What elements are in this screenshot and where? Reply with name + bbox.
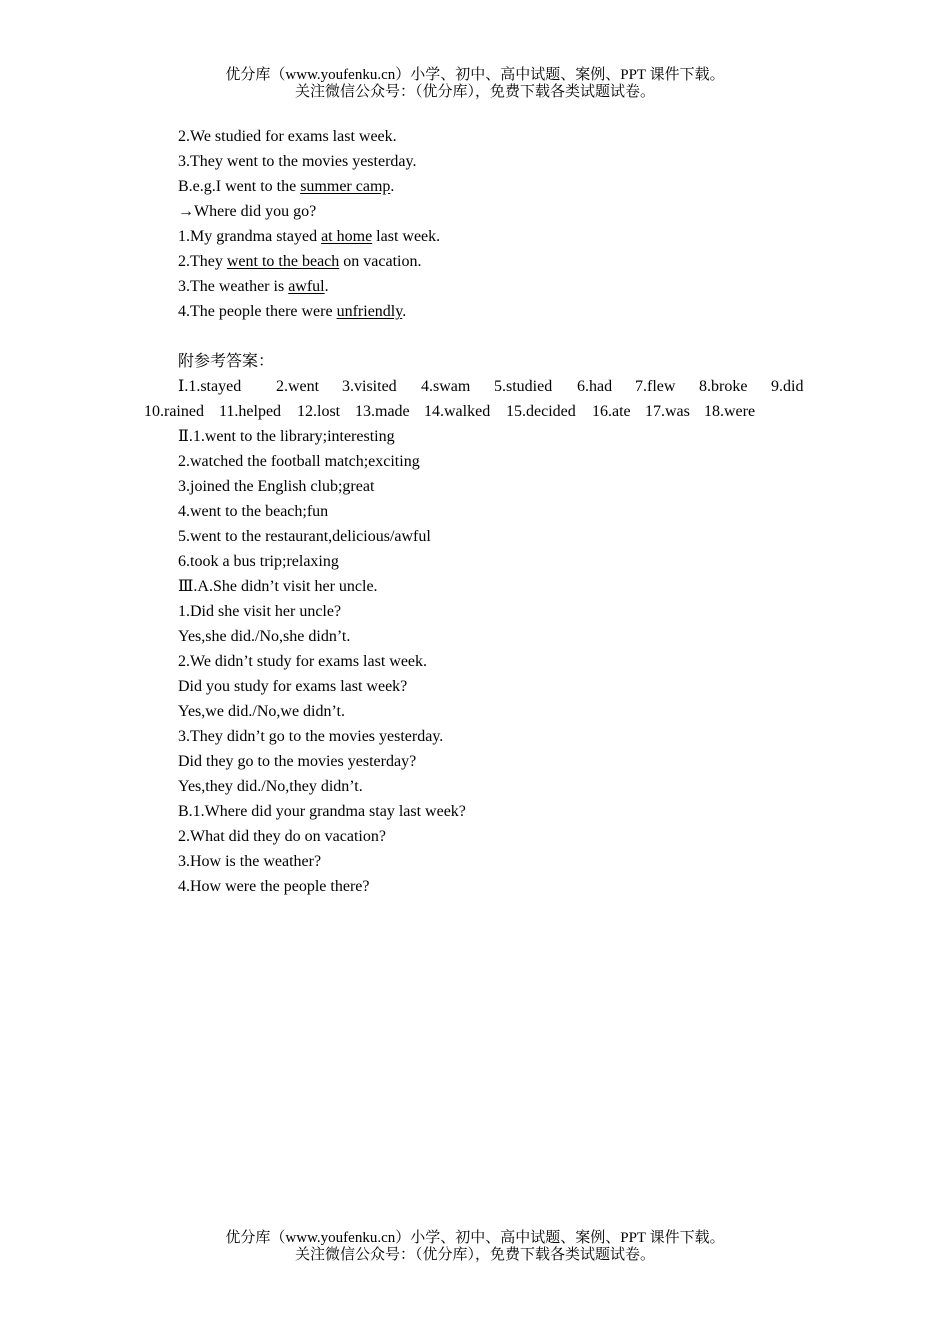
header-line-2: 关注微信公众号：（优分库），免费下载各类试题试卷。 xyxy=(294,84,655,100)
answer-item: 2.went xyxy=(276,378,320,395)
text-segment: last week. xyxy=(372,228,441,245)
answers-part3-line: Yes,we did./No,we didn’t. xyxy=(178,703,345,720)
answer-item: 16.ate xyxy=(592,403,631,420)
answers-part3-line: 1.Did she visit her uncle? xyxy=(178,603,342,620)
answers-part2-line: 2.watched the football match;exciting xyxy=(178,453,420,470)
text-segment: . xyxy=(390,178,395,195)
answer-item: 17.was xyxy=(645,403,690,420)
answer-item: 10.rained xyxy=(144,403,204,420)
answers-part3-line: Yes,they did./No,they didn’t. xyxy=(178,778,363,795)
answers-part3-line: Did you study for exams last week? xyxy=(178,678,408,695)
exercise-b2 xyxy=(0,249,950,274)
answer-item: 5.studied xyxy=(494,378,553,395)
answer-item: 15.decided xyxy=(506,403,576,420)
answers-part2-line: 3.joined the English club;great xyxy=(178,478,375,495)
text-segment: . xyxy=(402,303,407,320)
answers-part3-line: 2.We didn’t study for exams last week. xyxy=(178,653,428,670)
underlined-text: summer camp xyxy=(300,178,391,195)
answers-part3-line: Ⅲ.A.She didn’t visit her uncle. xyxy=(178,578,378,595)
answer-item: Ⅰ.1.stayed xyxy=(178,378,242,395)
text-segment: 3.The weather is xyxy=(178,278,289,295)
answers-part2-line: 4.went to the beach;fun xyxy=(178,503,329,520)
answers-part1-row2 xyxy=(0,399,950,424)
answer-item: 8.broke xyxy=(699,378,748,395)
text-segment: 2.They xyxy=(178,253,227,270)
exercise-a2: 2.We studied for exams last week. xyxy=(178,128,397,145)
answer-item: 11.helped xyxy=(219,403,282,420)
answers-part3-line: 4.How were the people there? xyxy=(178,878,370,895)
text-segment: B.e.g.I went to the xyxy=(178,178,301,195)
text-segment: . xyxy=(324,278,329,295)
underlined-text: went to the beach xyxy=(226,253,340,270)
exercise-b-example-question: →Where did you go? xyxy=(178,203,317,220)
answers-title: 附参考答案： xyxy=(178,353,275,370)
answers-part3-line: Yes,she did./No,she didn’t. xyxy=(178,628,351,645)
text-segment: 4.The people there were xyxy=(178,303,337,320)
answer-item: 18.were xyxy=(704,403,756,420)
exercise-a3: 3.They went to the movies yesterday. xyxy=(178,153,417,170)
document-body xyxy=(0,124,950,899)
answer-item: 6.had xyxy=(577,378,613,395)
answers-part3-line: 2.What did they do on vacation? xyxy=(178,828,386,845)
underlined-text: at home xyxy=(321,228,373,245)
exercise-b3 xyxy=(0,274,950,299)
underlined-text: unfriendly xyxy=(336,303,403,320)
text-segment: on vacation. xyxy=(339,253,422,270)
answer-item: 14.walked xyxy=(424,403,491,420)
answers-part2-line: 5.went to the restaurant,delicious/awful xyxy=(178,528,431,545)
answer-item: 7.flew xyxy=(635,378,676,395)
answer-item: 12.lost xyxy=(297,403,341,420)
underlined-text: awful xyxy=(288,278,325,295)
exercise-b-example xyxy=(0,174,950,199)
blank-line xyxy=(0,324,950,349)
answer-item: 3.visited xyxy=(342,378,397,395)
answers-part2-line: Ⅱ.1.went to the library;interesting xyxy=(178,428,395,445)
answer-item: 4.swam xyxy=(421,378,471,395)
header-line-1: 优分库（www.youfenku.cn）小学、初中、高中试题、案例、PPT 课件下载。 xyxy=(225,67,725,83)
answer-item: 13.made xyxy=(355,403,410,420)
answers-part1-row1 xyxy=(0,374,950,399)
answers-part2-line: 6.took a bus trip;relaxing xyxy=(178,553,339,570)
answers-part3-line: 3.They didn’t go to the movies yesterday. xyxy=(178,728,444,745)
answers-part3-line: Did they go to the movies yesterday? xyxy=(178,753,417,770)
answers-part3-line: B.1.Where did your grandma stay last week? xyxy=(178,803,466,820)
page-footer xyxy=(0,1230,950,1264)
footer-line-2: 关注微信公众号：（优分库），免费下载各类试题试卷。 xyxy=(294,1247,655,1263)
answer-item: 9.did xyxy=(771,378,804,395)
text-segment: 1.My grandma stayed xyxy=(178,228,322,245)
page-header xyxy=(0,67,950,101)
answers-part3-line: 3.How is the weather? xyxy=(178,853,322,870)
exercise-b4 xyxy=(0,299,950,324)
footer-line-1: 优分库（www.youfenku.cn）小学、初中、高中试题、案例、PPT 课件下载。 xyxy=(225,1230,725,1246)
exercise-b1 xyxy=(0,224,950,249)
